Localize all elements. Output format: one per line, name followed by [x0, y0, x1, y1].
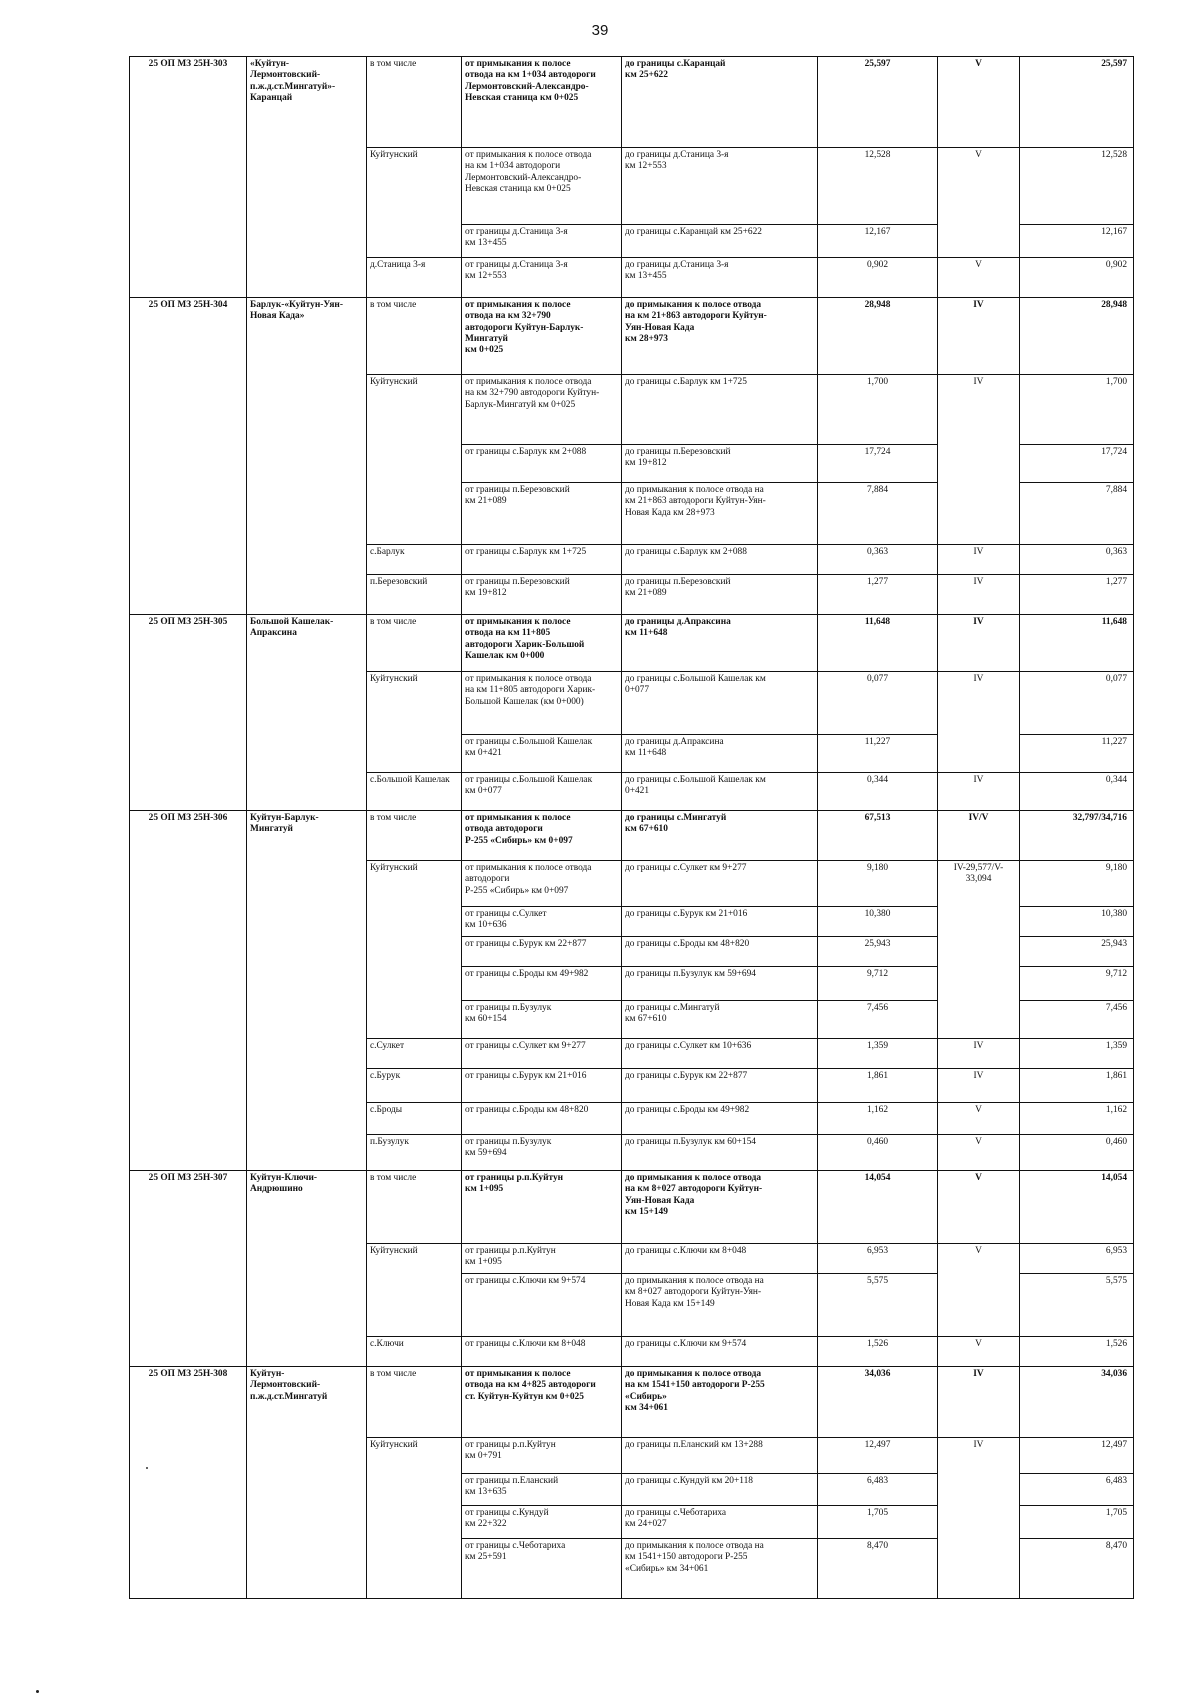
to-cell: до границы с.Броды км 49+982 [622, 1103, 818, 1135]
total-cell: 9,712 [1020, 967, 1134, 1001]
district-cell: д.Станица 3-я [367, 258, 462, 298]
category-cell: IV [938, 1039, 1020, 1069]
length-cell: 25,943 [818, 937, 938, 967]
category-cell: IV [938, 615, 1020, 672]
table-row [130, 1367, 1134, 1438]
from-cell: от границы р.п.Куйтун км 0+791 [462, 1438, 622, 1474]
table-row [130, 615, 1134, 672]
road-name-cell: «Куйтун- Лермонтовский- п.ж.д.ст.Мингатуй»- Каранцай [247, 57, 367, 298]
to-cell: до границы п.Бузулук км 59+694 [622, 967, 818, 1001]
total-cell: 14,054 [1020, 1171, 1134, 1244]
table-row [130, 1171, 1134, 1244]
length-cell: 8,470 [818, 1539, 938, 1599]
category-cell: IV [938, 773, 1020, 811]
district-cell: п.Березовский [367, 575, 462, 615]
total-cell: 6,953 [1020, 1244, 1134, 1274]
district-cell: п.Бузулук [367, 1135, 462, 1171]
length-cell: 7,456 [818, 1001, 938, 1039]
from-cell: от границы с.Бурук км 22+877 [462, 937, 622, 967]
from-cell: от примыкания к полосе отвода на км 4+825 автодороги ст. Куйтун-Куйтун км 0+025 [462, 1367, 622, 1438]
from-cell: от границы с.Чеботариха км 25+591 [462, 1539, 622, 1599]
total-cell: 6,483 [1020, 1474, 1134, 1506]
to-cell: до границы с.Бурук км 21+016 [622, 907, 818, 937]
to-cell: до примыкания к полосе отвода на км 21+863 автодороги Куйтун-Уян- Новая Када км 28+973 [622, 483, 818, 545]
total-cell: 17,724 [1020, 445, 1134, 483]
total-cell: 7,884 [1020, 483, 1134, 545]
road-code-cell: 25 ОП МЗ 25Н-304 [130, 298, 247, 615]
from-cell: от границы с.Броды км 49+982 [462, 967, 622, 1001]
table-row [130, 298, 1134, 375]
to-cell: до границы д.Станица 3-я км 12+553 [622, 148, 818, 225]
table-row [130, 811, 1134, 861]
district-cell: в том числе [367, 57, 462, 148]
from-cell: от примыкания к полосе отвода на км 11+805 автодороги Харик- Большой Кашелак (км 0+000) [462, 672, 622, 735]
length-cell: 1,359 [818, 1039, 938, 1069]
from-cell: от границы п.Березовский км 21+089 [462, 483, 622, 545]
to-cell: до примыкания к полосе отвода на км 1541+150 автодороги Р-255 «Сибирь» км 34+061 [622, 1539, 818, 1599]
page-number: 39 [591, 22, 609, 39]
category-cell: IV [938, 1367, 1020, 1438]
district-cell: в том числе [367, 298, 462, 375]
to-cell: до примыкания к полосе отвода на км 8+027 автодороги Куйтун- Уян-Новая Када км 15+149 [622, 1171, 818, 1244]
from-cell: от границы с.Сулкет км 10+636 [462, 907, 622, 937]
from-cell: от границы п.Бузулук км 59+694 [462, 1135, 622, 1171]
district-cell: с.Ключи [367, 1337, 462, 1367]
road-name-cell: Барлук-«Куйтун-Уян- Новая Када» [247, 298, 367, 615]
length-cell: 1,162 [818, 1103, 938, 1135]
to-cell: до границы с.Броды км 48+820 [622, 937, 818, 967]
road-code-cell: 25 ОП МЗ 25Н-306 [130, 811, 247, 1171]
from-cell: от границы с.Большой Кашелак км 0+421 [462, 735, 622, 773]
district-cell: с.Барлук [367, 545, 462, 575]
to-cell: до примыкания к полосе отвода на км 1541+150 автодороги Р-255 «Сибирь» км 34+061 [622, 1367, 818, 1438]
to-cell: до границы п.Бузулук км 60+154 [622, 1135, 818, 1171]
from-cell: от примыкания к полосе отвода на км 11+805 автодороги Харик-Большой Кашелак км 0+000 [462, 615, 622, 672]
total-cell: 11,648 [1020, 615, 1134, 672]
to-cell: до границы с.Сулкет км 9+277 [622, 861, 818, 907]
category-cell: V [938, 57, 1020, 148]
from-cell: от границы с.Ключи км 9+574 [462, 1274, 622, 1337]
from-cell: от границы с.Большой Кашелак км 0+077 [462, 773, 622, 811]
from-cell: от примыкания к полосе отвода автодороги Р-255 «Сибирь» км 0+097 [462, 861, 622, 907]
length-cell: 6,953 [818, 1244, 938, 1274]
total-cell: 0,344 [1020, 773, 1134, 811]
from-cell: от границы с.Барлук км 2+088 [462, 445, 622, 483]
length-cell: 1,700 [818, 375, 938, 445]
length-cell: 9,180 [818, 861, 938, 907]
scan-artifact-dot [146, 1467, 148, 1469]
category-cell: IV [938, 575, 1020, 615]
to-cell: до границы д.Апраксина км 11+648 [622, 735, 818, 773]
to-cell: до границы п.Еланский км 13+288 [622, 1438, 818, 1474]
to-cell: до примыкания к полосе отвода на км 21+863 автодороги Куйтун- Уян-Новая Када км 28+973 [622, 298, 818, 375]
total-cell: 10,380 [1020, 907, 1134, 937]
to-cell: до границы с.Барлук км 2+088 [622, 545, 818, 575]
category-cell: V [938, 1171, 1020, 1244]
from-cell: от примыкания к полосе отвода автодороги Р-255 «Сибирь» км 0+097 [462, 811, 622, 861]
total-cell: 25,943 [1020, 937, 1134, 967]
total-cell: 28,948 [1020, 298, 1134, 375]
total-cell: 34,036 [1020, 1367, 1134, 1438]
to-cell: до границы с.Большой Кашелак км 0+421 [622, 773, 818, 811]
from-cell: от границы п.Еланский км 13+635 [462, 1474, 622, 1506]
total-cell: 11,227 [1020, 735, 1134, 773]
total-cell: 8,470 [1020, 1539, 1134, 1599]
district-cell: с.Броды [367, 1103, 462, 1135]
district-cell: с.Большой Кашелак [367, 773, 462, 811]
category-cell: IV [938, 672, 1020, 773]
total-cell: 12,497 [1020, 1438, 1134, 1474]
to-cell: до границы с.Барлук км 1+725 [622, 375, 818, 445]
total-cell: 25,597 [1020, 57, 1134, 148]
district-cell: Куйтунский [367, 1438, 462, 1599]
length-cell: 6,483 [818, 1474, 938, 1506]
category-cell: IV [938, 545, 1020, 575]
length-cell: 0,077 [818, 672, 938, 735]
district-cell: в том числе [367, 615, 462, 672]
category-cell: V [938, 1244, 1020, 1337]
to-cell: до границы с.Каранцай км 25+622 [622, 57, 818, 148]
total-cell: 9,180 [1020, 861, 1134, 907]
to-cell: до границы д.Станица 3-я км 13+455 [622, 258, 818, 298]
total-cell: 7,456 [1020, 1001, 1134, 1039]
total-cell: 32,797/34,716 [1020, 811, 1134, 861]
from-cell: от границы р.п.Куйтун км 1+095 [462, 1244, 622, 1274]
total-cell: 0,363 [1020, 545, 1134, 575]
length-cell: 17,724 [818, 445, 938, 483]
length-cell: 11,227 [818, 735, 938, 773]
total-cell: 0,902 [1020, 258, 1134, 298]
from-cell: от примыкания к полосе отвода на км 32+790 автодороги Куйтун- Барлук-Мингатуй км 0+025 [462, 375, 622, 445]
district-cell: Куйтунский [367, 148, 462, 258]
category-cell: V [938, 258, 1020, 298]
from-cell: от примыкания к полосе отвода на км 1+034 автодороги Лермонтовский-Александро- Невская станица км 0+025 [462, 57, 622, 148]
road-name-cell: Куйтун-Барлук- Мингатуй [247, 811, 367, 1171]
category-cell: IV/V [938, 811, 1020, 861]
category-cell: IV [938, 1069, 1020, 1103]
road-name-cell: Большой Кашелак- Апраксина [247, 615, 367, 811]
to-cell: до границы с.Ключи км 9+574 [622, 1337, 818, 1367]
to-cell: до границы с.Мингатуй км 67+610 [622, 811, 818, 861]
to-cell: до границы с.Чеботариха км 24+027 [622, 1506, 818, 1539]
total-cell: 1,359 [1020, 1039, 1134, 1069]
total-cell: 1,277 [1020, 575, 1134, 615]
length-cell: 9,712 [818, 967, 938, 1001]
from-cell: от границы с.Барлук км 1+725 [462, 545, 622, 575]
length-cell: 0,344 [818, 773, 938, 811]
length-cell: 1,705 [818, 1506, 938, 1539]
from-cell: от примыкания к полосе отвода на км 1+034 автодороги Лермонтовский-Александро- Невская станица км 0+025 [462, 148, 622, 225]
from-cell: от границы р.п.Куйтун км 1+095 [462, 1171, 622, 1244]
category-cell: V [938, 1337, 1020, 1367]
total-cell: 1,861 [1020, 1069, 1134, 1103]
to-cell: до границы п.Березовский км 19+812 [622, 445, 818, 483]
total-cell: 5,575 [1020, 1274, 1134, 1337]
table-row [130, 57, 1134, 148]
to-cell: до границы с.Каранцай км 25+622 [622, 225, 818, 258]
from-cell: от границы с.Сулкет км 9+277 [462, 1039, 622, 1069]
road-name-cell: Куйтун-Ключи- Андрюшино [247, 1171, 367, 1367]
from-cell: от примыкания к полосе отвода на км 32+790 автодороги Куйтун-Барлук- Мингатуй км 0+025 [462, 298, 622, 375]
district-cell: Куйтунский [367, 672, 462, 773]
length-cell: 67,513 [818, 811, 938, 861]
length-cell: 0,363 [818, 545, 938, 575]
to-cell: до границы с.Мингатуй км 67+610 [622, 1001, 818, 1039]
length-cell: 1,277 [818, 575, 938, 615]
from-cell: от границы п.Березовский км 19+812 [462, 575, 622, 615]
total-cell: 1,162 [1020, 1103, 1134, 1135]
to-cell: до границы п.Березовский км 21+089 [622, 575, 818, 615]
category-cell: IV [938, 1438, 1020, 1599]
category-cell: IV [938, 375, 1020, 545]
district-cell: Куйтунский [367, 1244, 462, 1337]
to-cell: до границы с.Большой Кашелак км 0+077 [622, 672, 818, 735]
total-cell: 1,700 [1020, 375, 1134, 445]
district-cell: с.Сулкет [367, 1039, 462, 1069]
length-cell: 12,528 [818, 148, 938, 225]
length-cell: 10,380 [818, 907, 938, 937]
length-cell: 11,648 [818, 615, 938, 672]
category-cell: V [938, 148, 1020, 258]
from-cell: от границы с.Броды км 48+820 [462, 1103, 622, 1135]
from-cell: от границы п.Бузулук км 60+154 [462, 1001, 622, 1039]
category-cell: V [938, 1135, 1020, 1171]
road-code-cell: 25 ОП МЗ 25Н-303 [130, 57, 247, 298]
to-cell: до границы с.Кундуй км 20+118 [622, 1474, 818, 1506]
length-cell: 7,884 [818, 483, 938, 545]
length-cell: 12,497 [818, 1438, 938, 1474]
length-cell: 25,597 [818, 57, 938, 148]
total-cell: 12,167 [1020, 225, 1134, 258]
to-cell: до примыкания к полосе отвода на км 8+027 автодороги Куйтун-Уян- Новая Када км 15+149 [622, 1274, 818, 1337]
total-cell: 0,077 [1020, 672, 1134, 735]
category-cell: IV [938, 298, 1020, 375]
road-code-cell: 25 ОП МЗ 25Н-308 [130, 1367, 247, 1599]
total-cell: 12,528 [1020, 148, 1134, 225]
length-cell: 0,902 [818, 258, 938, 298]
to-cell: до границы с.Сулкет км 10+636 [622, 1039, 818, 1069]
district-cell: с.Бурук [367, 1069, 462, 1103]
road-code-cell: 25 ОП МЗ 25Н-307 [130, 1171, 247, 1367]
length-cell: 0,460 [818, 1135, 938, 1171]
district-cell: Куйтунский [367, 861, 462, 1039]
district-cell: Куйтунский [367, 375, 462, 545]
category-cell: V [938, 1103, 1020, 1135]
from-cell: от границы с.Ключи км 8+048 [462, 1337, 622, 1367]
district-cell: в том числе [367, 1367, 462, 1438]
district-cell: в том числе [367, 811, 462, 861]
to-cell: до границы с.Бурук км 22+877 [622, 1069, 818, 1103]
total-cell: 0,460 [1020, 1135, 1134, 1171]
length-cell: 5,575 [818, 1274, 938, 1337]
total-cell: 1,526 [1020, 1337, 1134, 1367]
length-cell: 1,861 [818, 1069, 938, 1103]
road-code-cell: 25 ОП МЗ 25Н-305 [130, 615, 247, 811]
from-cell: от границы д.Станица 3-я км 13+455 [462, 225, 622, 258]
road-name-cell: Куйтун- Лермонтовский- п.ж.д.ст.Мингатуй [247, 1367, 367, 1599]
length-cell: 14,054 [818, 1171, 938, 1244]
roads-table [129, 56, 1134, 1599]
to-cell: до границы с.Ключи км 8+048 [622, 1244, 818, 1274]
to-cell: до границы д.Апраксина км 11+648 [622, 615, 818, 672]
from-cell: от границы с.Бурук км 21+016 [462, 1069, 622, 1103]
length-cell: 12,167 [818, 225, 938, 258]
category-cell: IV-29,577/V- 33,094 [938, 861, 1020, 1039]
district-cell: в том числе [367, 1171, 462, 1244]
scan-artifact-dot [36, 1690, 39, 1693]
total-cell: 1,705 [1020, 1506, 1134, 1539]
length-cell: 1,526 [818, 1337, 938, 1367]
length-cell: 34,036 [818, 1367, 938, 1438]
from-cell: от границы д.Станица 3-я км 12+553 [462, 258, 622, 298]
length-cell: 28,948 [818, 298, 938, 375]
from-cell: от границы с.Кундуй км 22+322 [462, 1506, 622, 1539]
